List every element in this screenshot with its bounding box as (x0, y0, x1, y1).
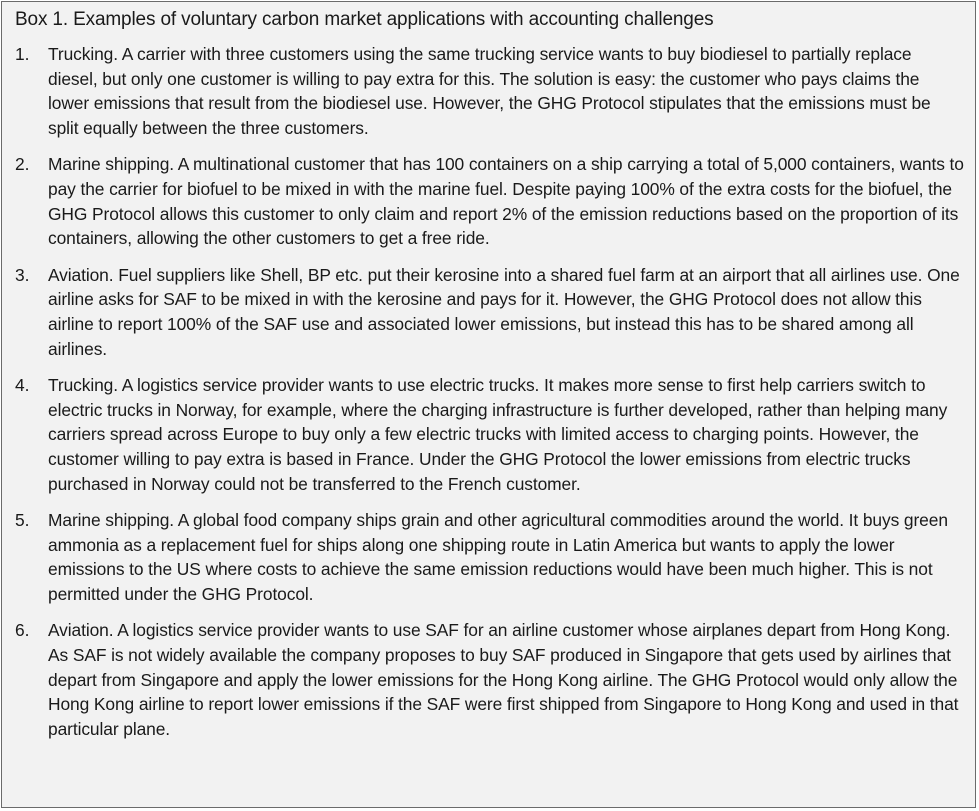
item-number: 3. (15, 264, 30, 285)
list-item (15, 42, 965, 140)
list-item (15, 618, 965, 741)
item-text: Marine shipping. A global food company ships grain and other agricultural commodities around the world. It buys green ammonia as a replacement fuel for ships along one shipping route in Latin America but wants to apply the lower emissions to the US where costs to achieve the same emission reductions would have been much higher. This is not permitted under the GHG Protocol. (48, 510, 948, 604)
list-item (15, 263, 965, 361)
item-text: Marine shipping. A multinational customer that has 100 containers on a ship carrying a total of 5,000 containers, wants to pay the carrier for biofuel to be mixed in with the marine fuel. Despite paying 100% of the extra costs for the biofuel, the GHG Protocol allows this customer to only claim and report 2% of the emission reductions based on the proportion of its containers, allowing the other customers to get a free ride. (48, 154, 964, 249)
item-number: 2. (15, 154, 30, 175)
item-text: Trucking. A logistics service provider wants to use electric trucks. It makes more sense to first help carriers switch to electric trucks in Norway, for example, where the charging infrastructure is further developed, rather than helping many carriers spread across Europe to buy only a few electric trucks with limited access to charging points. However, the customer willing to pay extra is based in France. Under the GHG Protocol the lower emissions from electric trucks purchased in Norway could not be transferred to the French customer. (48, 375, 948, 494)
list-item (15, 508, 965, 606)
example-list (15, 42, 965, 741)
item-text: Trucking. A carrier with three customers using the same trucking service wants to buy biodiesel to partially replace diesel, but only one customer is willing to pay extra for this. The solution is easy: the customer who pays claims the lower emissions that result from the biodiesel use. However, the GHG Protocol stipulates that the emissions must be split equally between the three customers. (48, 44, 931, 138)
item-number: 4. (15, 375, 30, 396)
box-title: Box 1. Examples of voluntary carbon market applications with accounting challenges (15, 9, 714, 30)
list-item (15, 373, 965, 496)
item-text: Aviation. Fuel suppliers like Shell, BP etc. put their kerosine into a shared fuel farm at an airport that all airlines use. One airline asks for SAF to be mixed in with the kerosine and pays for it. However, the GHG Protocol does not allow this airline to report 100% of the SAF use and associated lower emissions, but instead this has to be shared among all airlines. (48, 264, 960, 359)
item-number: 5. (15, 510, 30, 531)
text-box (1, 1, 976, 808)
item-number: 6. (15, 620, 30, 641)
item-number: 1. (15, 44, 30, 64)
item-text: Aviation. A logistics service provider wants to use SAF for an airline customer whose airplanes depart from Hong Kong. As SAF is not widely available the company proposes to buy SAF produced in Singapore that gets used by airlines that depart from Singapore and apply the lower emissions for the Hong Kong airline. The GHG Protocol would only allow the Hong Kong airline to report lower emissions if the SAF were first shipped from Singapore to Hong Kong and used in that particular plane. (48, 620, 959, 739)
list-item (15, 152, 965, 250)
